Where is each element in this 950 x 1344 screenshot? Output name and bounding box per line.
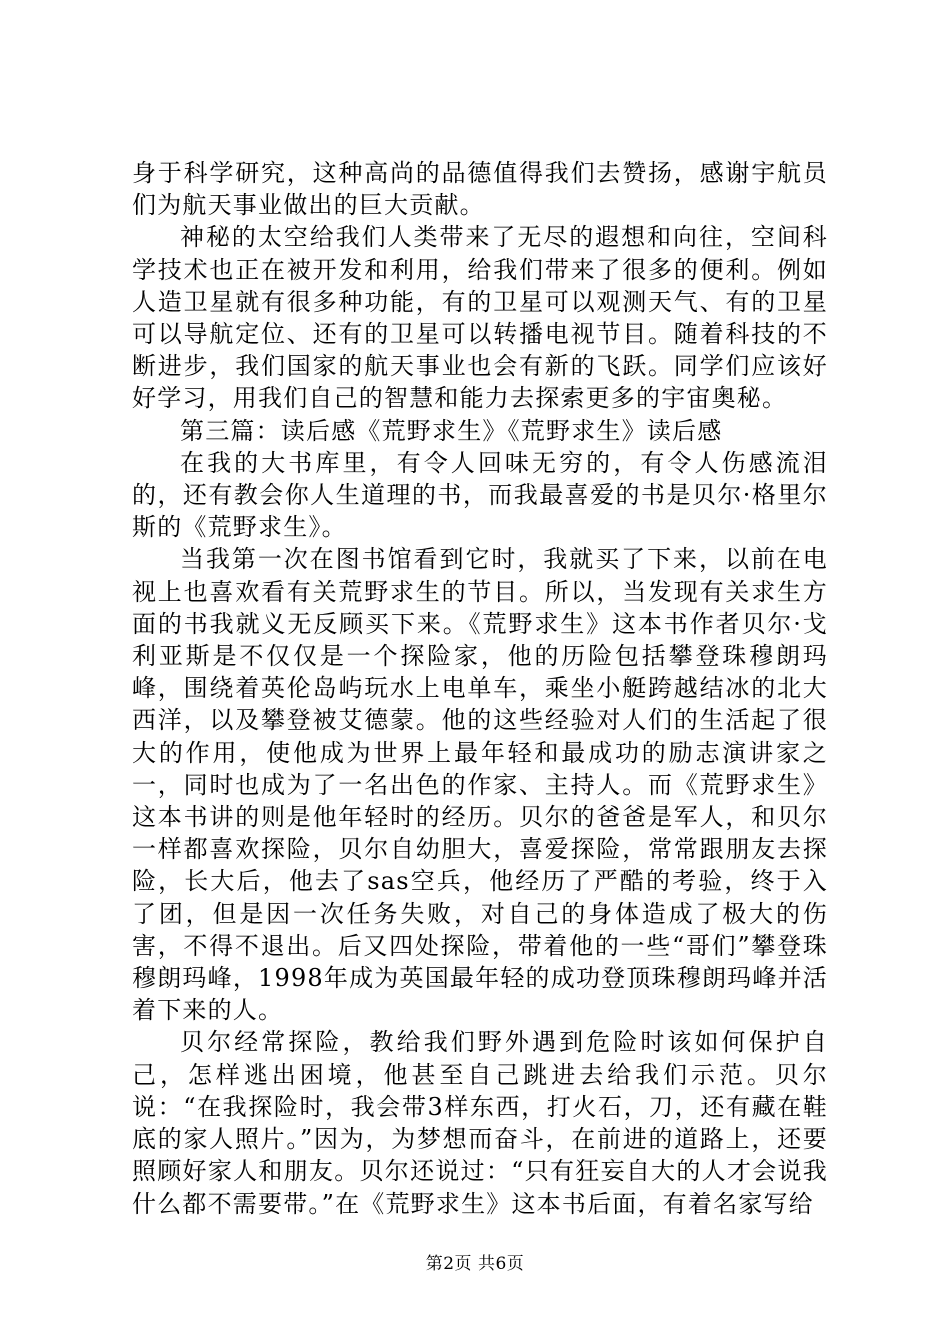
document-body [132, 157, 828, 1220]
paragraph-1: 身于科学研究，这种高尚的品德值得我们去赞扬，感谢宇航员们为航天事业做出的巨大贡献。 [132, 159, 828, 220]
paragraph-4: 当我第一次在图书馆看到它时，我就买了下来，以前在电视上也喜欢看有关荒野求生的节目。所以，当发现有关求生方面的书我就义无反顾买下来。《荒野求生》这本书作者贝尔·戈利亚斯是不仅仅是一个探险家，他的历险包括攀登珠穆朗玛峰，围绕着英伦岛屿玩水上电单车，乘坐小艇跨越结冰的北大西洋，以及攀登被艾德蒙。他的这些经验对人们的生活起了很大的作用，使他成为世界上最年轻和最成功的励志演讲家之一，同时也成为了一名出色的作家、主持人。而《荒野求生》这本书讲的则是他年轻时的经历。贝尔的爸爸是军人，和贝尔一样都喜欢探险，贝尔自幼胆大，喜爱探险，常常跟朋友去探险，长大后，他去了sas空兵，他经历了严酷的考验，终于入了团，但是因一次任务失败，对自己的身体造成了极大的伤害，不得不退出。后又四处探险，带着他的一些“哥们”攀登珠穆朗玛峰，1998年成为英国最年轻的成功登顶珠穆朗玛峰并活着下来的人。 [132, 545, 828, 1025]
paragraph-3: 在我的大书库里，有令人回味无穷的，有令人伤感流泪的，还有教会你人生道理的书，而我最喜爱的书是贝尔·格里尔斯的《荒野求生》。 [132, 448, 828, 542]
paragraph-2: 神秘的太空给我们人类带来了无尽的遐想和向往，空间科学技术也正在被开发和利用，给我们带来了很多的便利。例如人造卫星就有很多种功能，有的卫星可以观测天气、有的卫星可以导航定位、还有的卫星可以转播电视节目。随着科技的不断进步，我们国家的航天事业也会有新的飞跃。同学们应该好好学习，用我们自己的智慧和能力去探索更多的宇宙奥秘。 [132, 223, 828, 413]
paragraph-5: 贝尔经常探险，教给我们野外遇到危险时该如何保护自己，怎样逃出困境，他甚至自己跳进去给我们示范。贝尔说：“在我探险时，我会带3样东西，打火石，刀，还有藏在鞋底的家人照片。”因为，为梦想而奋斗，在前进的道路上，还要照顾好家人和朋友。贝尔还说过：“只有狂妄自大的人才会说我什么都不需要带。”在《荒野求生》这本书后面，有着名家写给 [132, 1028, 828, 1218]
page-footer: 第2页 共6页 [425, 1254, 525, 1274]
section-heading: 第三篇：读后感《荒野求生》《荒野求生》读后感 [180, 416, 723, 445]
